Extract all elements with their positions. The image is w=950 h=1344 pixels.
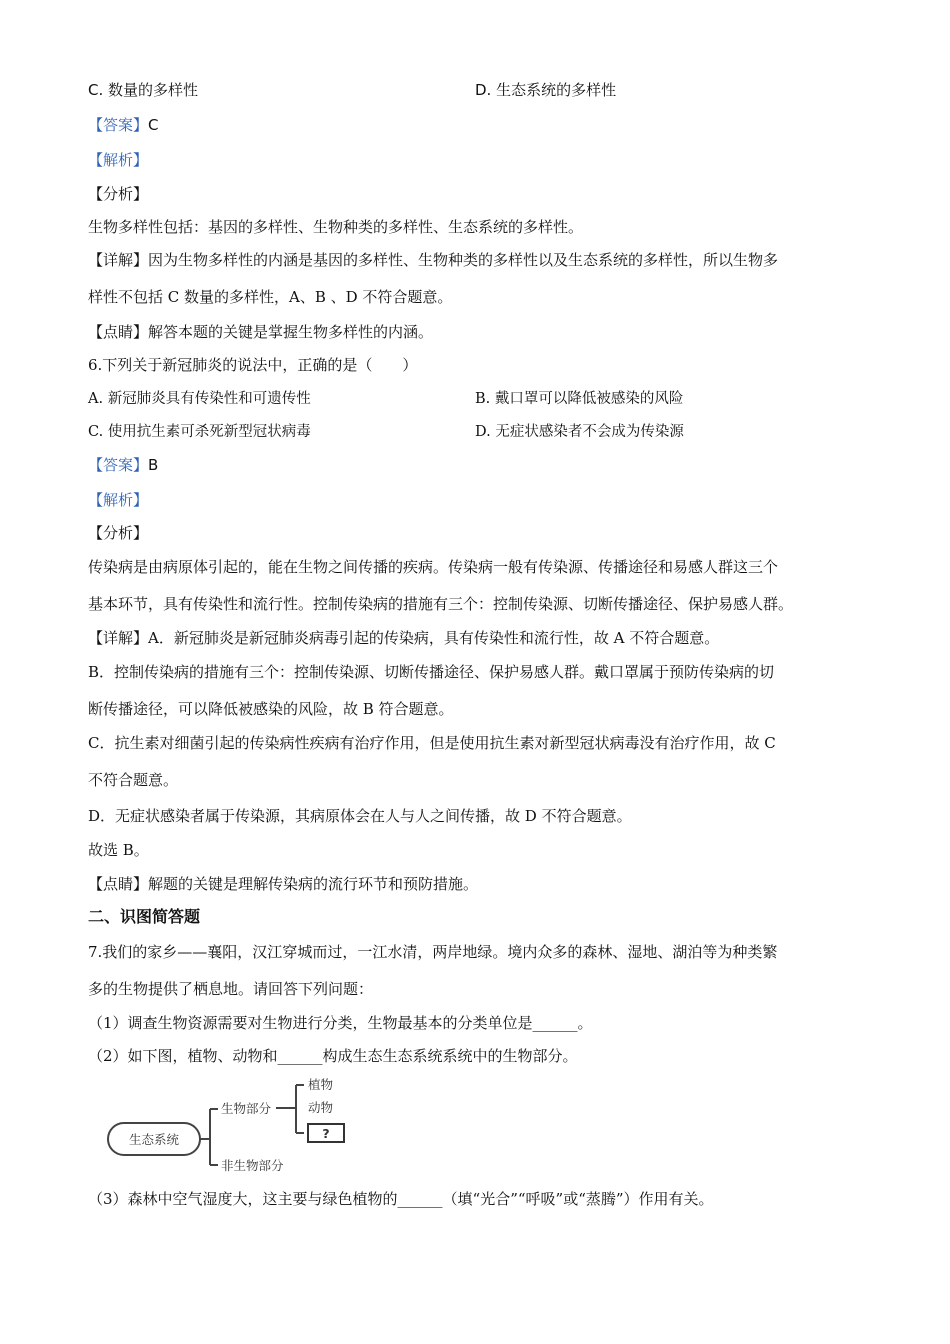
diagram-main-bracket — [200, 1109, 218, 1165]
q6-option-d: D. 无症状感染者不会成为传染源 — [475, 424, 684, 440]
q6-stem: 6.下列关于新冠肺炎的说法中，正确的是（ ） — [88, 356, 418, 374]
question-mark-icon: ? — [322, 1126, 330, 1141]
q5-analysis-tag: 【解析】 — [88, 151, 149, 169]
q7-stem-line2: 多的生物提供了栖息地。请回答下列问题： — [88, 980, 374, 998]
section-heading: 二、识图简答题 — [88, 907, 201, 926]
q5-fenxi-text: 生物多样性包括：基因的多样性、生物种类的多样性、生态系统的多样性。 — [88, 218, 584, 236]
q6-option-b: B. 戴口罩可以降低被感染的风险 — [475, 391, 684, 407]
answer-tag: 【答案】 — [88, 116, 149, 134]
q6-option-c: C. 使用抗生素可杀死新型冠状病毒 — [88, 424, 311, 440]
diagram-sub-bracket — [276, 1085, 304, 1133]
ecosystem-diagram — [100, 1073, 360, 1185]
answer-value: C — [148, 116, 159, 134]
diagram-root-label: 生态系统 — [128, 1132, 180, 1147]
q6-fenxi-line2: 基本环节，具有传染性和流行性。控制传染病的措施有三个：控制传染源、切断传播途径、保护易感人群。 — [88, 595, 794, 613]
q6-option-a: A. 新冠肺炎具有传染性和可遗传性 — [88, 391, 311, 407]
q7-sub1: （1）调查生物资源需要对生物进行分类，生物最基本的分类单位是______。 — [88, 1014, 593, 1032]
q6-choose: 故选 B。 — [88, 841, 149, 859]
q7-sub2: （2）如下图，植物、动物和______构成生态生态系统系统中的生物部分。 — [88, 1047, 578, 1065]
q7-stem-line1: 7.我们的家乡——襄阳，汉江穿城而过，一江水清，两岸地绿。境内众多的森林、湿地、湖泊等为种类繁 — [88, 943, 778, 961]
q5-option-c: C. 数量的多样性 — [88, 81, 199, 99]
q6-detail-b2: 断传播途径，可以降低被感染的风险，故 B 符合题意。 — [88, 700, 454, 718]
diagram-biotic-label: 生物部分 — [221, 1101, 272, 1116]
answer-tag: 【答案】 — [88, 456, 149, 474]
q6-fenxi-tag: 【分析】 — [88, 524, 149, 542]
diagram-plant-label: 植物 — [308, 1077, 334, 1092]
diagram-animal-label: 动物 — [308, 1100, 334, 1115]
q5-dianjing: 【点睛】解答本题的关键是掌握生物多样性的内涵。 — [88, 323, 434, 341]
q7-sub3: （3）森林中空气湿度大，这主要与绿色植物的______（填“光合”“呼吸”或“蒸腾”）作用有关。 — [88, 1190, 714, 1208]
q6-detail-a: 【详解】A．新冠肺炎是新冠肺炎病毒引起的传染病，具有传染性和流行性，故 A 不符合题意。 — [88, 629, 720, 647]
diagram-abiotic-label: 非生物部分 — [221, 1158, 284, 1173]
q5-detail-line2: 样性不包括 C 数量的多样性，A、B 、D 不符合题意。 — [88, 288, 453, 306]
q5-answer — [88, 115, 159, 135]
q6-detail-c1: C．抗生素对细菌引起的传染病性疾病有治疗作用，但是使用抗生素对新型冠状病毒没有治疗作用，故 C — [88, 734, 776, 752]
q6-analysis-tag: 【解析】 — [88, 491, 149, 509]
q5-fenxi-tag: 【分析】 — [88, 185, 149, 203]
q6-answer — [88, 455, 158, 475]
q6-detail-b1: B．控制传染病的措施有三个：控制传染源、切断传播途径、保护易感人群。戴口罩属于预防传染病的切 — [88, 663, 775, 681]
q5-detail-line1: 【详解】因为生物多样性的内涵是基因的多样性、生物种类的多样性以及生态系统的多样性，所以生物多 — [88, 251, 779, 269]
q6-detail-c2: 不符合题意。 — [88, 771, 179, 789]
q5-option-d: D. 生态系统的多样性 — [475, 81, 617, 99]
q6-fenxi-line1: 传染病是由病原体引起的，能在生物之间传播的疾病。传染病一般有传染源、传播途径和易感人群这三个 — [88, 558, 779, 576]
q6-dianjing: 【点睛】解题的关键是理解传染病的流行环节和预防措施。 — [88, 875, 479, 893]
q6-detail-d: D．无症状感染者属于传染源，其病原体会在人与人之间传播，故 D 不符合题意。 — [88, 807, 632, 825]
answer-value: B — [148, 456, 159, 474]
